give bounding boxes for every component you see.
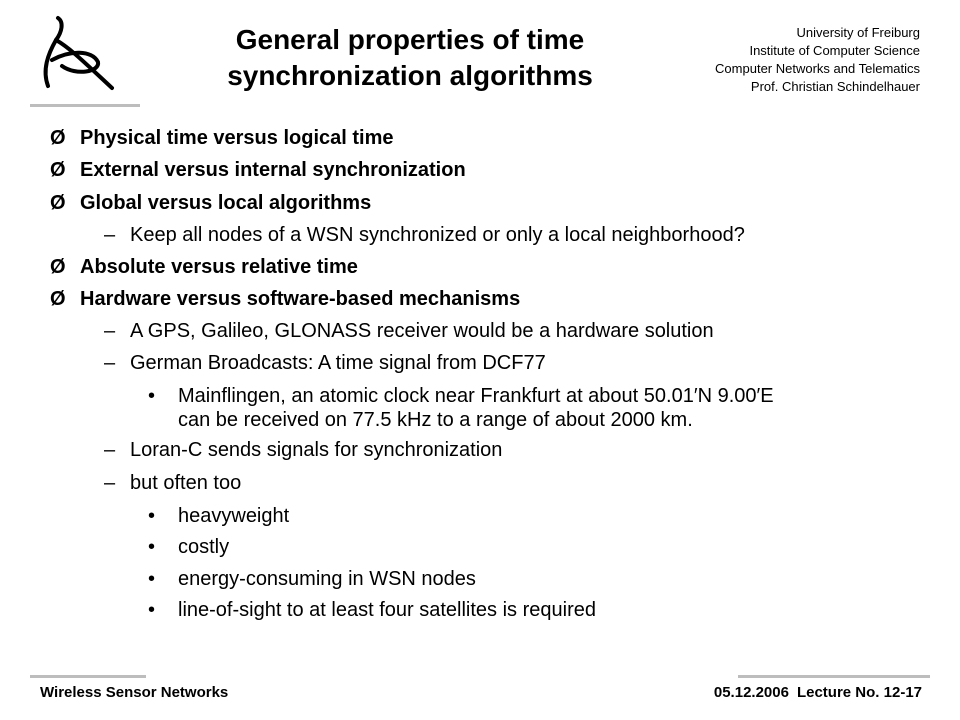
bullet-text: Absolute versus relative time: [80, 256, 358, 278]
affiliation-professor: Prof. Christian Schindelhauer: [750, 79, 920, 94]
arrow-bullet-icon: Ø: [50, 288, 66, 310]
bullet-global-vs-local: [50, 191, 371, 215]
affiliation-university: University of Freiburg: [796, 25, 920, 40]
bullet-text: External versus internal synchronization: [80, 159, 466, 181]
sub-bullet-but-often-too: [104, 471, 241, 495]
arrow-bullet-icon: Ø: [50, 256, 66, 278]
bullet-text: Hardware versus software-based mechanisms: [80, 288, 521, 310]
footer-date: 05.12.2006: [713, 684, 789, 701]
dash-bullet-icon: –: [104, 224, 116, 246]
sub-bullet-keep-nodes: [104, 223, 745, 247]
dash-bullet-icon: –: [104, 320, 116, 342]
sub-sub-bullet-energy: [148, 567, 476, 591]
sub-sub-bullet-mainflingen: [148, 384, 774, 408]
slide-title-line-1: General properties of time: [235, 24, 585, 55]
bullet-text: German Broadcasts: A time signal from DCF77: [130, 352, 546, 374]
sub-bullet-gps: [104, 319, 714, 343]
bullet-text: Keep all nodes of a WSN synchronized or only a local neighborhood?: [130, 224, 745, 246]
dash-bullet-icon: –: [104, 439, 116, 461]
bullet-text: A GPS, Galileo, GLONASS receiver would be a hardware solution: [130, 320, 714, 342]
footer-course-title: Wireless Sensor Networks: [40, 684, 229, 701]
bullet-text: energy-consuming in WSN nodes: [178, 568, 476, 590]
slide-title-line-2: synchronization algorithms: [227, 60, 593, 91]
arrow-bullet-icon: Ø: [50, 192, 66, 214]
arrow-bullet-icon: Ø: [50, 159, 66, 181]
dash-bullet-icon: –: [104, 472, 116, 494]
sub-bullet-german-broadcasts: [104, 351, 546, 375]
bullet-text: heavyweight: [178, 505, 290, 527]
arrow-bullet-icon: Ø: [50, 127, 66, 149]
bullet-text: costly: [178, 536, 230, 558]
footer-divider-right: [738, 675, 930, 678]
bullet-physical-vs-logical: [50, 126, 393, 150]
bullet-absolute-vs-relative: [50, 255, 358, 279]
bullet-hardware-vs-software: [50, 287, 520, 311]
dot-bullet-icon: •: [148, 536, 156, 558]
affiliation-institute: Institute of Computer Science: [749, 43, 920, 58]
bullet-text: Physical time versus logical time: [80, 127, 394, 149]
bullet-text: Mainflingen, an atomic clock near Frankfurt at about 50.01′N 9.00′E: [178, 385, 774, 407]
bullet-external-vs-internal: [50, 158, 466, 182]
dot-bullet-icon: •: [148, 505, 156, 527]
dot-bullet-icon: •: [148, 568, 156, 590]
footer-lecture-number: Lecture No. 12-17: [796, 684, 922, 701]
bullet-text: Global versus local algorithms: [80, 192, 372, 214]
dot-bullet-icon: •: [148, 599, 156, 621]
dash-bullet-icon: –: [104, 352, 116, 374]
sub-sub-bullet-mainflingen-continued: can be received on 77.5 kHz to a range of about 2000 km.: [178, 409, 693, 431]
affiliation-group: Computer Networks and Telematics: [715, 61, 920, 76]
sub-sub-bullet-heavyweight: [148, 504, 289, 528]
bullet-text: line-of-sight to at least four satellites is required: [178, 599, 596, 621]
footer-lecture-info: [706, 684, 922, 701]
bullet-text: but often too: [130, 472, 242, 494]
sub-sub-bullet-line-of-sight: [148, 598, 596, 622]
bullet-text: Loran-C sends signals for synchronization: [130, 439, 503, 461]
sub-bullet-loran: [104, 438, 502, 462]
footer-divider-left: [30, 675, 146, 678]
sub-sub-bullet-costly: [148, 535, 229, 559]
dot-bullet-icon: •: [148, 385, 156, 407]
